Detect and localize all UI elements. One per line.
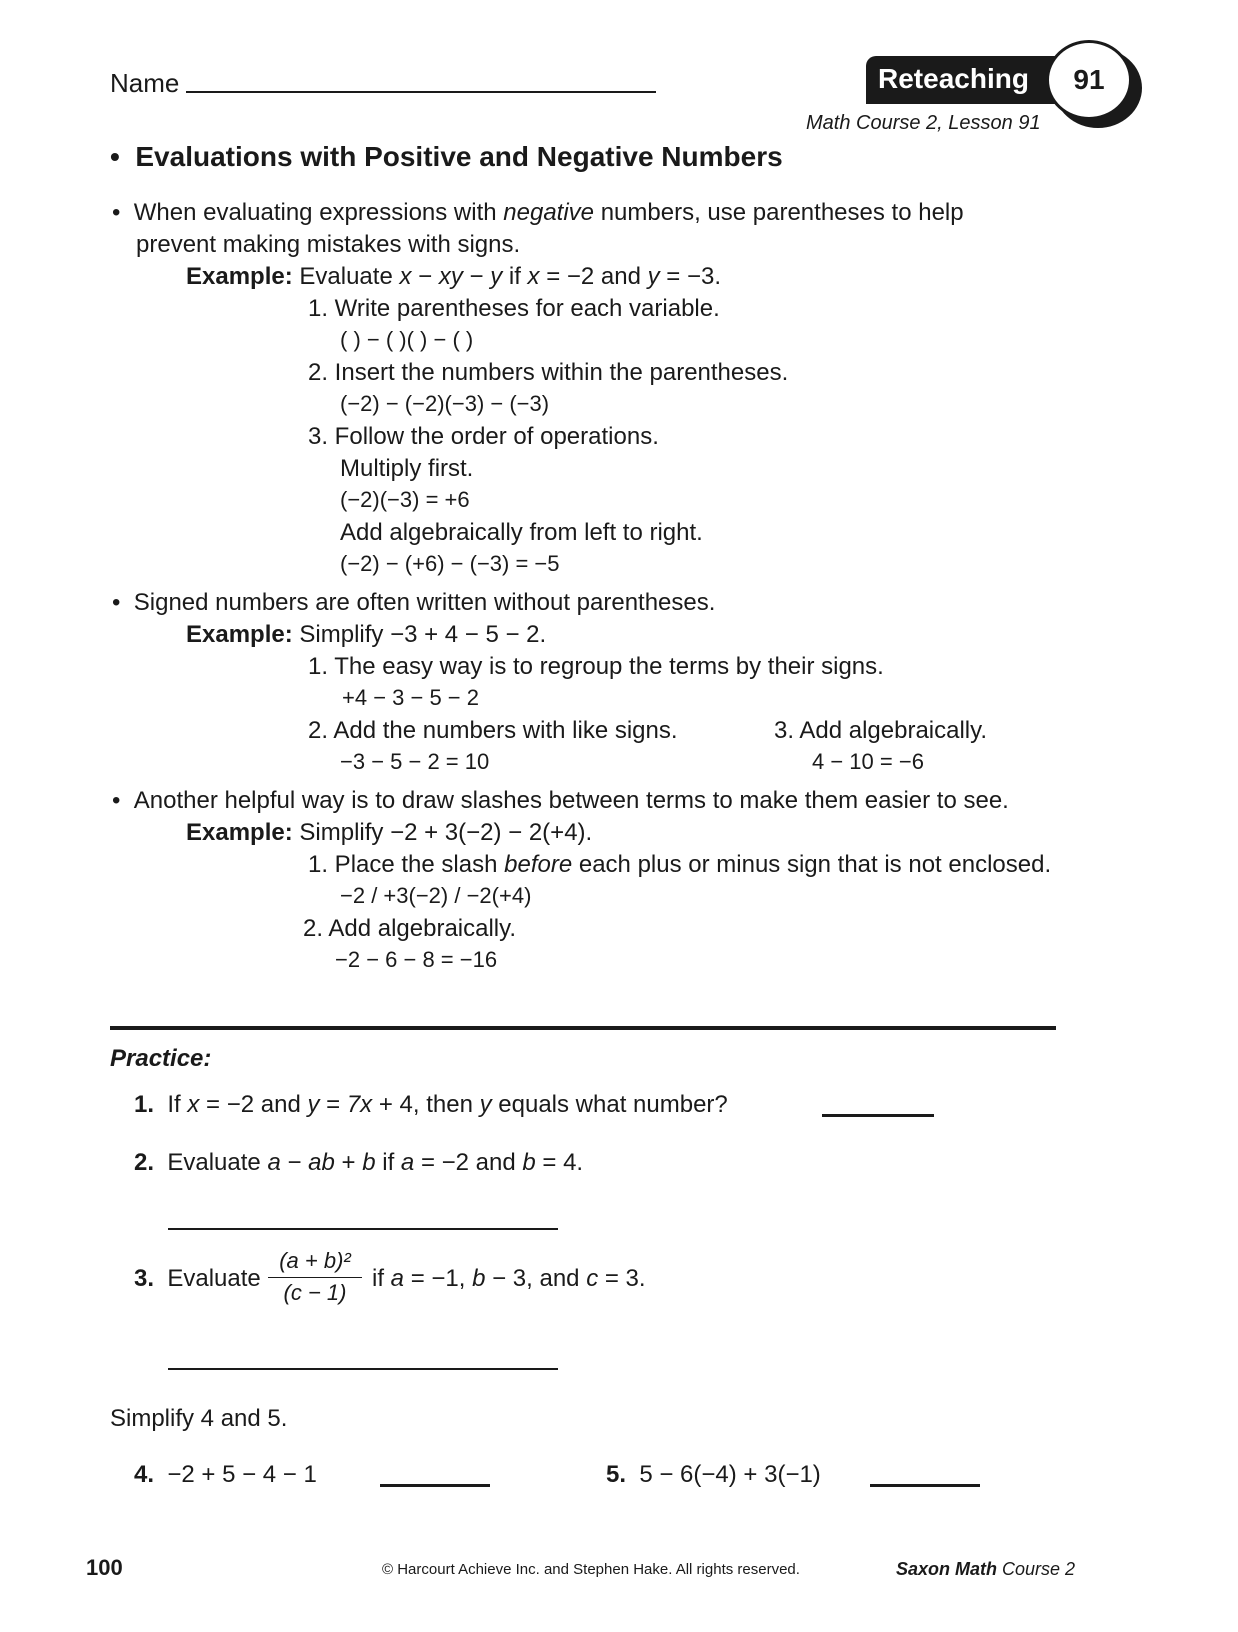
practice-q4: 4. −2 + 5 − 4 − 1	[134, 1461, 317, 1488]
section2-example: Example: Simplify −3 + 4 − 5 − 2.	[186, 621, 547, 648]
book-title: Saxon Math Course 2	[896, 1559, 1076, 1579]
section1-bullet-line2: prevent making mistakes with signs.	[136, 231, 521, 258]
section1-example: Example: Evaluate x − xy − y if x = −2 and y = −3.	[186, 263, 722, 290]
section3-step2-expr: −2 − 6 − 8 = −16	[335, 947, 498, 972]
section2-bullet: • Signed numbers are often written without parentheses.	[112, 589, 716, 616]
section3-bullet: • Another helpful way is to draw slashes between terms to make them easier to see.	[112, 787, 1009, 814]
q4-answer-line[interactable]	[380, 1484, 490, 1487]
section3-step1-expr: −2 / +3(−2) / −2(+4)	[340, 883, 532, 908]
section1-step2: 2. Insert the numbers within the parentheses.	[308, 359, 789, 386]
title-bullet: •	[110, 141, 136, 172]
section1-bullet: • When evaluating expressions with negative numbers, use parentheses to help	[112, 199, 964, 226]
bullet-dot: •	[112, 199, 134, 226]
section2-step2-expr: −3 − 5 − 2 = 10	[340, 749, 490, 774]
section2-step2: 2. Add the numbers with like signs.	[308, 717, 678, 744]
section3-example: Example: Simplify −2 + 3(−2) − 2(+4).	[186, 819, 593, 846]
section1-step3-b: Add algebraically from left to right.	[340, 519, 703, 546]
copyright: © Harcourt Achieve Inc. and Stephen Hake. All rights reserved.	[382, 1561, 800, 1578]
section1-step3-a: Multiply first.	[340, 455, 474, 482]
q5-answer-line[interactable]	[870, 1484, 980, 1487]
q3-fraction-bar	[268, 1277, 362, 1278]
q3-numerator: (a + b)²	[279, 1248, 351, 1273]
section3-step2: 2. Add algebraically.	[303, 915, 517, 942]
section1-step1-expr: ( ) − ( )( ) − ( )	[340, 327, 474, 352]
simplify-label: Simplify 4 and 5.	[110, 1405, 288, 1432]
q2-answer-line[interactable]	[168, 1228, 558, 1230]
name-label: Name	[110, 68, 180, 98]
title-text: Evaluations with Positive and Negative Numbers	[135, 141, 783, 172]
q3-denominator: (c − 1)	[283, 1280, 347, 1305]
q1-answer-line[interactable]	[822, 1114, 934, 1117]
q3-answer-line[interactable]	[168, 1368, 558, 1370]
practice-heading: Practice:	[110, 1045, 212, 1072]
practice-q2: 2. Evaluate a − ab + b if a = −2 and b = 4.	[134, 1149, 584, 1176]
page-number: 100	[86, 1555, 123, 1580]
name-field-line[interactable]	[186, 91, 656, 93]
lesson-number-badge: 91	[1046, 40, 1132, 120]
section2-step3: 3. Add algebraically.	[774, 717, 988, 744]
course-lesson: Math Course 2, Lesson 91	[806, 112, 1041, 134]
practice-q5: 5. 5 − 6(−4) + 3(−1)	[606, 1461, 821, 1488]
section-divider	[110, 1026, 1056, 1030]
section1-step1: 1. Write parentheses for each variable.	[308, 295, 720, 322]
section2-step1: 1. The easy way is to regroup the terms by their signs.	[308, 653, 884, 680]
section3-step1: 1. Place the slash before each plus or minus sign that is not enclosed.	[308, 851, 1052, 878]
practice-q3-condition: if a = −1, b − 3, and c = 3.	[372, 1265, 646, 1292]
practice-q3-label: 3. Evaluate	[134, 1265, 261, 1292]
section2-step1-expr: +4 − 3 − 5 − 2	[342, 685, 480, 710]
section1-step3-a-expr: (−2)(−3) = +6	[340, 487, 470, 512]
section1-step3-b-expr: (−2) − (+6) − (−3) = −5	[340, 551, 560, 576]
page-title	[110, 140, 783, 174]
section1-step3: 3. Follow the order of operations.	[308, 423, 659, 450]
bullet-dot: •	[112, 589, 134, 616]
bullet-dot: •	[112, 787, 134, 814]
practice-q1: 1. If x = −2 and y = 7x + 4, then y equals what number?	[134, 1091, 728, 1118]
reteaching-label: Reteaching	[878, 63, 1029, 94]
section2-step3-expr: 4 − 10 = −6	[812, 749, 924, 774]
section1-step2-expr: (−2) − (−2)(−3) − (−3)	[340, 391, 550, 416]
